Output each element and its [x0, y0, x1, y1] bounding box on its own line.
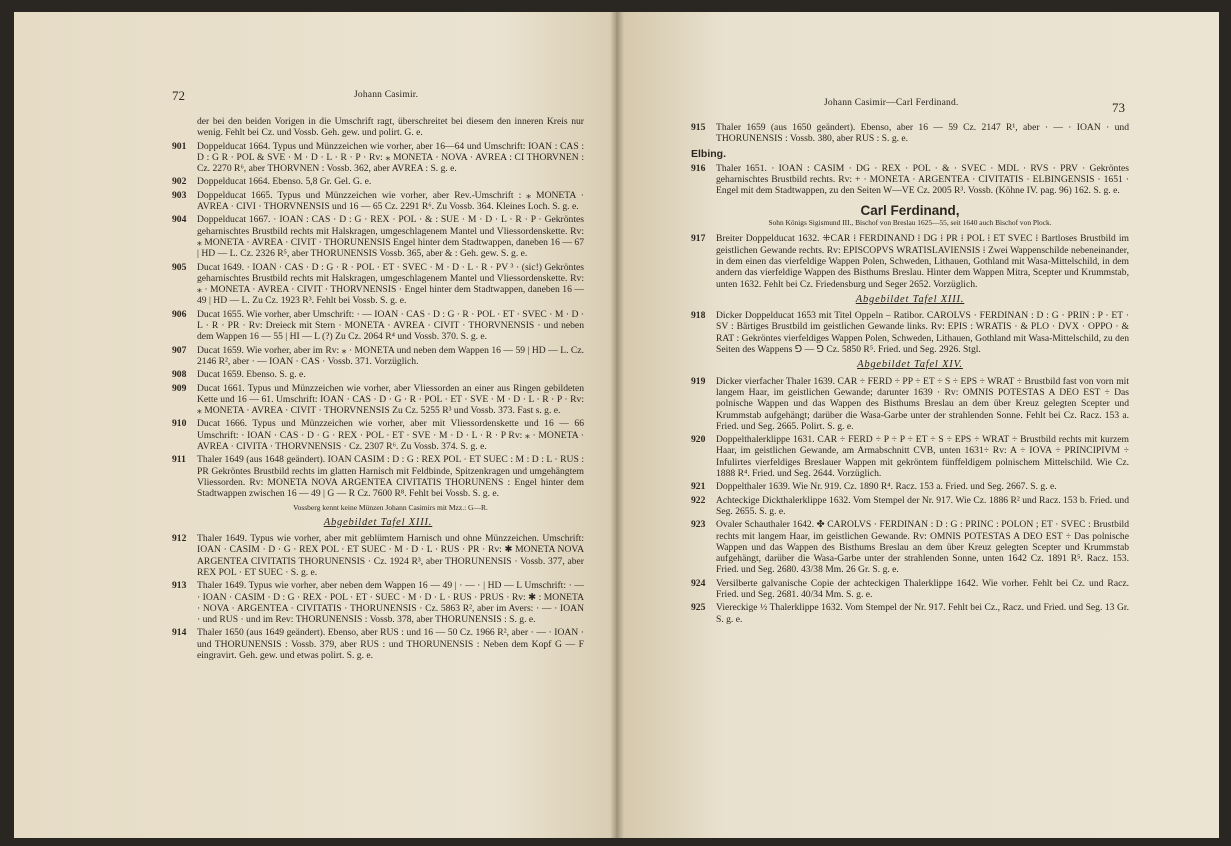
catalogue-entry	[691, 495, 1129, 518]
entry-number: 912	[172, 533, 187, 545]
entry-text: Dicker vierfacher Thaler 1639. CAR ÷ FERD ÷ PP ÷ ET ÷ S ÷ EPS ÷ WRAT ÷ Brustbild fast von vorn mit langem Haar, im geistlichen Gewande; darunter 1639 · Rv: OMNIS POTESTAS A DEO EST ÷ Das polnische Wappen und das Wappen des Bisthums Breslau an dem über Kreuz gelegten Scepter und Krummstab aufgehängt; darüber die Wasa-Garbe unter der strahlenden Sonne. Fehlt bei Cz. Racz. 153 a. Fried. und Seg. 2665. Polirt. S. g. e.	[716, 375, 1129, 432]
catalogue-entry	[172, 369, 584, 380]
intro-paragraph: der bei den beiden Vorigen in die Umschrift ragt, überschreitet bei diesem den inneren Kreis nur wenig. Fehlt bei Cz. und Vossb. Geh. gew. und polirt. G. e.	[197, 116, 584, 139]
right-page	[616, 12, 1219, 838]
catalogue-entry	[691, 578, 1129, 601]
entry-number: 920	[691, 434, 706, 446]
entry-number: 911	[172, 454, 186, 466]
entry-text: Ducat 1655. Wie vorher, aber Umschrift: · — IOAN · CAS · D : G · R · POL · ET · SVEC · M · D · L · R · PR · Rv: Dreieck mit Stern · MONETA · AVREA · CIVIT · THORVNENSIS · und neben dem Wappen 16 — 55 | HI — L (?) Zu Cz. 2064 R⁴ und Vossb. 370. S. g. e.	[197, 308, 584, 343]
catalogue-entry	[691, 233, 1129, 289]
entry-number: 917	[691, 233, 706, 245]
entry-text: Achteckige Dickthalerklippe 1632. Vom Stempel der Nr. 917. Wie Cz. 1886 R² und Racz. 153 b. Fried. und Seg. 2655. S. g. e.	[716, 494, 1129, 517]
entry-text: Ducat 1659. Wie vorher, aber im Rv: ⁎ · MONETA und neben dem Wappen 16 — 59 | HD — L. Cz. 2146 R², aber · — IOAN · CAS · Vossb. 371. Vorzüglich.	[197, 344, 584, 367]
entry-text: Thaler 1649. Typus wie vorher, aber mit geblümtem Harnisch und ohne Münzzeichen. Umschrift: IOAN · CASIM · D · G · REX POL · ET SUEC · M · D · L · RUS · PR · Rv: ✱ MONETA NOVA ARGENTEA CIVITATIS THORUNENSIS · Cz. 1924 R³, aber THORUNENSIS · Vossb. 377, aber REX POL · ET SUEC · S. g. e.	[197, 533, 584, 578]
catalogue-entry	[691, 310, 1129, 355]
entry-number: 904	[172, 214, 187, 226]
catalogue-entry	[172, 383, 584, 417]
entry-text: Ducat 1659. Ebenso. S. g. e.	[197, 369, 306, 381]
catalogue-entry	[691, 376, 1129, 432]
right-text-column	[691, 122, 1129, 627]
entry-text: Ovaler Schauthaler 1642. ✤ CAROLVS · FERDINAN : D : G : PRINC : POLON ; ET · SVEC : Brustbild rechts mit langem Haar, im geistlichen Gewande. Rv: OMNIS POTESTAS A DEO EST ÷ Das polnische Wappen und das Wappen des Bisthums Breslau an dem über Kreuz gelegten Scepter und Krummstab aufgehängt, darüber die Wasa-Garbe unter der strahlenden Sonne, unten 1642 Cz. 1891 R⁵. Racz. 153. Fried. und Seg. 2680. 43/38 Mm. 26 Gr. S. g. e.	[716, 519, 1129, 576]
entry-text: Ducat 1666. Typus und Münzzeichen wie vorher, aber mit Vliessordenskette und 16 — 66 Umschrift: · IOAN · CAS · D · G · REX · POL · ET · SVE · M · D · L · R · P Rv: ⁎ · MONETA · AVREA · CIVITA · THORVNENSIS · Cz. 2307 R⁶. Zu Vossb. 374. S. g. e.	[197, 418, 584, 453]
entry-number: 918	[691, 310, 706, 322]
entry-number: 903	[172, 189, 187, 201]
entry-number: 923	[691, 519, 706, 531]
entry-text: Ducat 1649. · IOAN · CAS · D : G · R · POL · ET · SVEC · M · D · L · R · PV ³ · (sic!) Gekröntes geharnischtes Brustbild rechts mit Halskragen, umgeschlagenem Mantel und Vliessordenskette. Rv: ⁎ · MONETA · AVREA · CIVIT · THORVNENSIS · Engel hinter dem Stadtwappen, daneben 16 — 49 | HD — L. Zu Cz. 1923 R³. Fehlt bei Vossb. S. g. e.	[197, 261, 584, 307]
catalogue-entry	[172, 309, 584, 343]
entry-text: Breiter Doppelducat 1632. ⁜CAR ⁞ FERDINAND ⁞ DG ⁞ PR ⁞ POL ⁞ ET SVEC ⁞ Bartloses Brustbild im geistlichen Gewande rechts. Rv: EPISCOPVS WRATISLAVIENSIS ⁞ Zwei Wappenschilde nebeneinander, in dem einen das vierfeldige Wappen Polen, Schweden, Lithauen, Gothland mit Wasa-Mittelschild, in dem andern das vierfeldige Wappen des Bisthums Breslau. Hinter dem Wappen Mitra, Scepter und Krummstab, unten 1632. Fehlt bei Cz. Friedensburg und Seger 2652. Vorzüglich.	[716, 233, 1129, 290]
entry-917	[691, 233, 1129, 289]
ruler-heading: Carl Ferdinand,	[860, 202, 960, 218]
left-text-column	[172, 116, 584, 663]
catalogue-entry	[172, 214, 584, 259]
catalogue-entry	[172, 141, 584, 175]
entry-text: Doppelducat 1664. Typus und Münzzeichen wie vorher, aber 16—64 und Umschrift: IOAN : CAS : D : G R · POL & SVE · M · D · L · R · P · Rv: ⁎ MONETA · NOVA · AVREA : CI THORVNEN : Cz. 2270 R⁶, aber THORVNEN : Vossb. 362, aber AVREA : S. g. e.	[197, 140, 584, 175]
entry-text: Doppelthaler 1639. Wie Nr. 919. Cz. 1890 R⁴. Racz. 153 a. Fried. und Seg. 2667. S. g. e.	[716, 481, 1057, 493]
catalogue-entry	[691, 163, 1129, 197]
catalogue-entry	[172, 580, 584, 625]
entry-number: 922	[691, 494, 706, 506]
entry-text: Doppelducat 1665. Typus und Münzzeichen wie vorher, aber Rev.-Umschrift : ⁎ MONETA · AVREA · CIVI · THORVNENSIS und 16 — 65 Cz. 2291 R⁶. Zu Vossb. 364. Kleines Loch. S. g. e.	[197, 189, 584, 213]
entry-number: 924	[691, 577, 706, 589]
plate-reference: Abgebildet Tafel XIII.	[323, 516, 433, 528]
entry-number: 910	[172, 418, 187, 430]
entry-number: 908	[172, 369, 187, 381]
entry-number: 901	[172, 140, 187, 152]
catalogue-entry	[172, 627, 584, 661]
catalogue-entry	[691, 434, 1129, 479]
entry-text: Thaler 1650 (aus 1649 geändert). Ebenso, aber RUS : und 16 — 50 Cz. 1966 R², aber · — · IOAN · und THORUNENSIS : Vossb. 379, aber RUS : und THORUNENSIS : Neben dem Kopf G — F eingravirt. Geh. gew. und etwas polirt. S. g. e.	[197, 627, 584, 662]
catalogue-entry	[172, 533, 584, 578]
entries-912-914	[172, 533, 584, 661]
entry-text: Ducat 1661. Typus und Münzzeichen wie vorher, aber Vliessorden an einer aus Ringen gebildeten Kette und 16 — 61. Umschrift: IOAN · CAS · D · G · R · POL · ET · SVE · M · D · L · R · P · Rv: ⁎ MONETA · AVREA · CIVIT · THORVNENSIS Zu Cz. 5255 R³ und Vossb. 373. Fast s. g. e.	[197, 382, 584, 417]
entry-text: Thaler 1649. Typus wie vorher, aber neben dem Wappen 16 — 49 | · — · | HD — L Umschrift: · — · IOAN · CASIM · D : G · REX · POL · ET · SUEC · M · D · L · RUS · PRUS · Rv: ✱ : MONETA · NOVA · ARGENTEA · CIVITATIS · THORUNENSIS · Cz. 5863 R², aber im Avers: · — · IOAN · und RUS · und im Rev: THORUNENSIS : Vossb. 378, aber THORUNENSIS : S. g. e.	[197, 580, 584, 626]
catalogue-entry	[172, 345, 584, 368]
section-heading-elbing: Elbing.	[691, 147, 726, 160]
catalogue-entry	[172, 262, 584, 307]
entry-text: Thaler 1659 (aus 1650 geändert). Ebenso, aber 16 — 59 Cz. 2147 R¹, aber · — · IOAN · und THORUNENSIS : Vossb. 380, aber RUS : S. g. e.	[716, 122, 1129, 145]
entry-number: 916	[691, 162, 706, 174]
catalogue-entry	[172, 176, 584, 187]
book-spread	[14, 12, 1219, 838]
book-gutter	[610, 12, 624, 838]
entries-919-925	[691, 376, 1129, 625]
running-header-right: Johann Casimir—Carl Ferdinand.	[824, 98, 959, 108]
entry-text: Viereckige ½ Thalerklippe 1632. Vom Stempel der Nr. 917. Fehlt bei Cz., Racz. und Fried. und Seg. 13 Gr. S. g. e.	[716, 602, 1129, 625]
entry-number: 902	[172, 176, 187, 188]
catalogue-entry	[691, 481, 1129, 492]
entries-901-911	[172, 141, 584, 500]
entry-number: 915	[691, 122, 706, 133]
ruler-subheading: Sohn Königs Sigismund III., Bischof von Breslau 1625—55, seit 1640 auch Bischof von Plock.	[768, 218, 1052, 228]
entry-number: 921	[691, 481, 706, 493]
entry-number: 905	[172, 261, 187, 273]
entry-text: Doppelthalerklippe 1631. CAR ÷ FERD ÷ P ÷ P ÷ ET ÷ S ÷ EPS ÷ WRAT ÷ Brustbild rechts mit kurzem Haar, im geistlichen Gewande, am Armabschnitt CVB, unten 1631÷ Rv: A ÷ IOVA ÷ PRINCIPIVM ÷ Infulirtes vierfeldiges Breslauer Wappen mit gekröntem fünffeldigem polnischem Mittelschild. Wie Cz. 1888 R⁴. Fried. und Seg. 2644. Vorzüglich.	[716, 434, 1129, 480]
entry-text: Doppelducat 1667. · IOAN : CAS · D : G · REX · POL · & : SUE · M · D · L · R · P · Gekröntes geharnischtes Brustbild rechts mit Halskragen, umgeschlagenem Mantel und Vliessordenskette. Rv: ⁎ MONETA · AVREA · CIVIT · THORUNENSIS Engel hinter dem Stadtwappen, daneben 16 — 67 | HD — L. Cz. 2326 R⁵, aber THORUNENSIS Vossb. 365, aber & : Geh. gew. S. g. e.	[197, 214, 584, 260]
entry-number: 909	[172, 382, 187, 394]
page-number-left: 72	[172, 88, 185, 103]
entry-number: 919	[691, 375, 706, 387]
plate-reference-xiv: Abgebildet Tafel XIV.	[857, 359, 963, 371]
catalogue-entry	[691, 122, 1129, 145]
entry-number: 914	[172, 627, 187, 639]
footnote: Vossberg kennt keine Münzen Johann Casimirs mit Mzz.: G—R.	[293, 502, 488, 512]
entry-915	[691, 122, 1129, 145]
entry-number: 907	[172, 344, 187, 356]
entry-text: Versilberte galvanische Copie der achteckigen Thalerklippe 1642. Wie vorher. Fehlt bei Cz. und Racz. Fried. und Seg. 2681. 40/34 Mm. S. g. e.	[716, 577, 1129, 600]
page-number-right: 73	[1112, 100, 1125, 115]
entry-text: Thaler 1649 (aus 1648 geändert). IOAN CASIM : D : G : REX POL · ET SUEC : M : D : L · RUS : PR Gekröntes Brustbild rechts im glatten Harnisch mit Feldbinde, Spitzenkragen und umgehängtem Vliessorden. Rv: MONETA NOVA ARGENTEA CIVITATIS THORUNENS : Engel hinter dem Stadtwappen zwischen 16 — 49 | G — R Cz. 7600 R⁸. Fehlt bei Vossb. S. g. e.	[197, 454, 584, 500]
entry-text: Dicker Doppelducat 1653 mit Titel Oppeln – Ratibor. CAROLVS · FERDINAN : D : G · PRIN : P · ET · SV : Bärtiges Brustbild im geistlichen Gewande links. Rv: EPIS : WRATIS · & PLO · DVX · OPPO · & RAT : Gekröntes vierfeldiges Wappen Polen, Schweden, Lithauen, Gothland mit Wasa-Mittelschild, zu den Seiten des Wappens ⅁ — ⅁ Cz. 5850 R⁵. Fried. und Seg. 2926. Stgl.	[716, 310, 1129, 356]
entry-916	[691, 163, 1129, 197]
catalogue-entry	[172, 454, 584, 499]
catalogue-entry	[691, 519, 1129, 575]
catalogue-entry	[691, 602, 1129, 625]
entry-number: 925	[691, 602, 706, 614]
running-header-left: Johann Casimir.	[354, 90, 419, 100]
entry-number: 913	[172, 580, 187, 592]
entry-number: 906	[172, 308, 187, 320]
entry-918	[691, 310, 1129, 355]
entry-text: Doppelducat 1664. Ebenso. 5,8 Gr. Gel. G. e.	[197, 176, 372, 188]
plate-reference-xiii: Abgebildet Tafel XIII.	[855, 293, 965, 305]
catalogue-entry	[172, 190, 584, 213]
left-page	[14, 12, 616, 838]
entry-text: Thaler 1651. · IOAN : CASIM · DG · REX · POL · & · SVEC · MDL · RVS · PRV · Gekröntes geharnischtes Brustbild rechts. Rv: + · MONETA · ARGENTEA · CIVITATIS · ELBINGENSIS · 1651 · Engel mit dem Stadtwappen, zu den Seiten W—VE Cz. 2005 R³. Vossb. (Köhne IV. pag. 96) 162. S. g. e.	[716, 162, 1129, 197]
catalogue-entry	[172, 418, 584, 452]
